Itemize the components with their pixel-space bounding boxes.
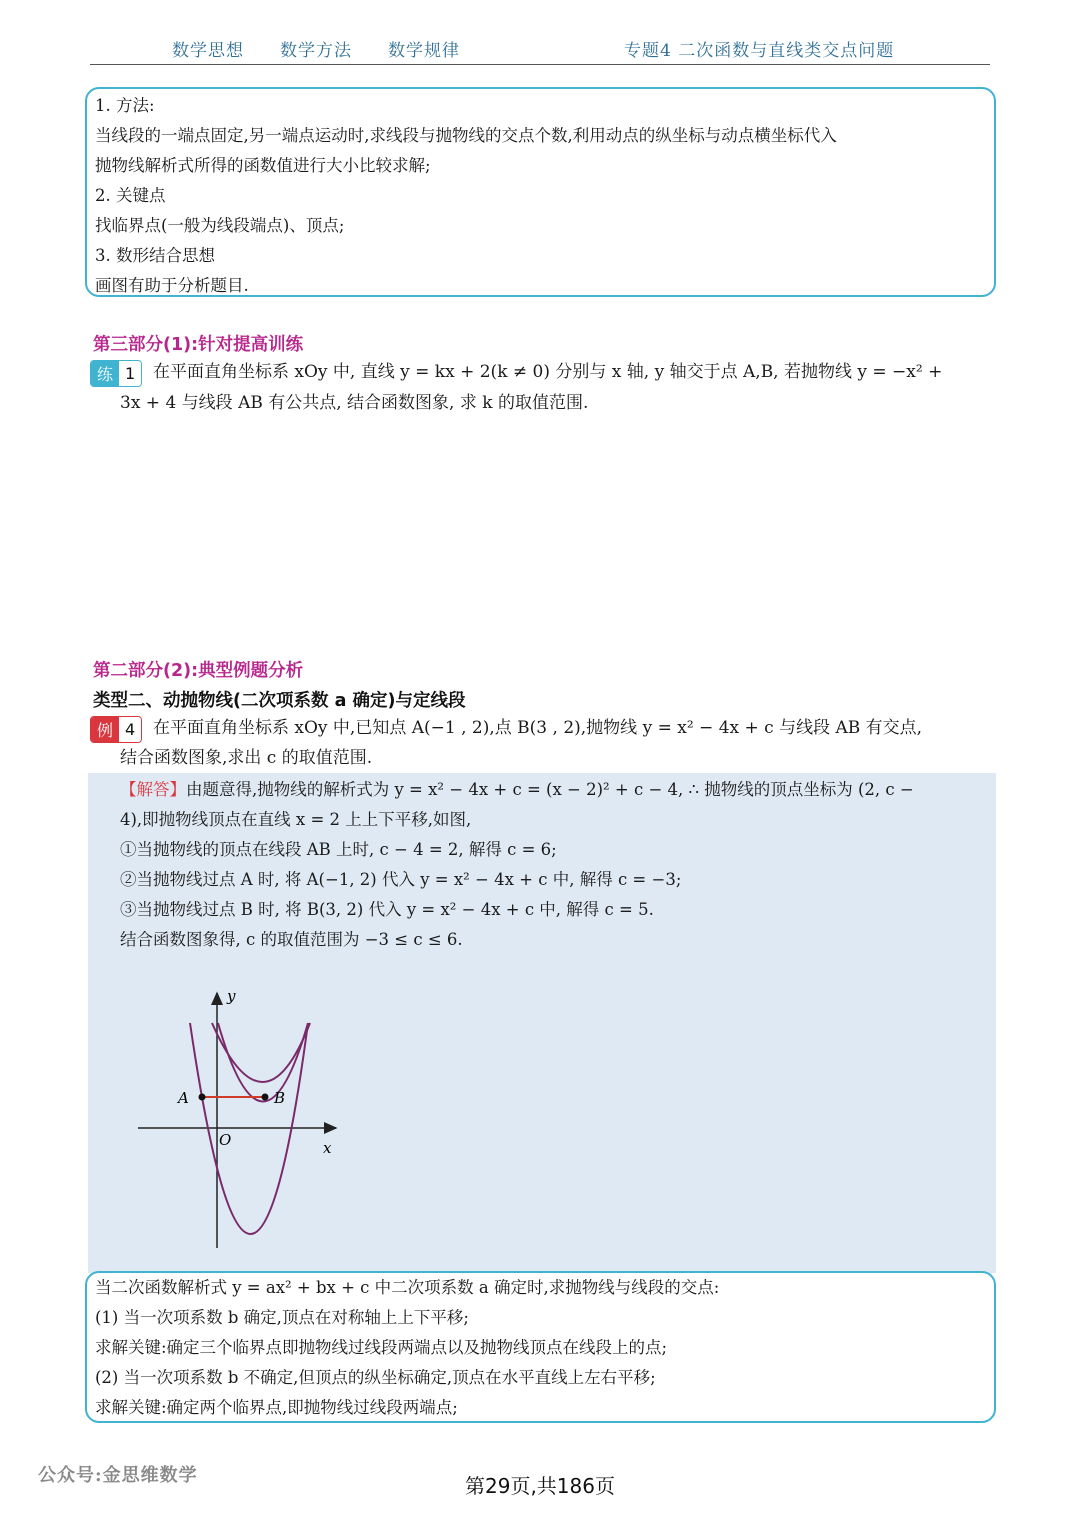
page-number: 第29页,共186页 — [465, 1474, 615, 1498]
header-topic: 专题4 二次函数与直线类交点问题 — [624, 41, 895, 61]
solution-line4: ②当抛物线过点 A 时, 将 A(−1, 2) 代入 y = x² − 4x + c 中, 解得 c = −3; — [120, 870, 682, 889]
parabola-mid — [218, 1023, 308, 1102]
solution-line2: 4),即抛物线顶点在直线 x = 2 上上下平移,如图, — [120, 810, 472, 829]
method-box — [85, 87, 996, 297]
method-line: 抛物线解析式所得的函数值进行大小比较求解; — [95, 156, 431, 175]
origin-label: O — [219, 1131, 232, 1149]
summary-line: (1) 当一次项系数 b 确定,顶点在对称轴上上下平移; — [95, 1308, 469, 1327]
example-text-line1: 在平面直角坐标系 xOy 中,已知点 A(−1 , 2),点 B(3 , 2),抛物线 y = x² − 4x + c 与线段 AB 有交点, — [153, 718, 923, 738]
method-line: 2. 关键点 — [95, 186, 166, 205]
type-title: 类型二、动抛物线(二次项系数 a 确定)与定线段 — [93, 691, 466, 711]
header-tag-rule: 数学规律 — [388, 41, 460, 61]
solution-line1: 【解答】由题意得,抛物线的解析式为 y = x² − 4x + c = (x − 2)² + c − 4, ∴ 抛物线的顶点坐标为 (2, c − — [120, 780, 914, 799]
summary-line: 当二次函数解析式 y = ax² + bx + c 中二次项系数 a 确定时,求抛物线与线段的交点: — [95, 1278, 720, 1297]
summary-line: 求解关键:确定三个临界点即抛物线过线段两端点以及抛物线顶点在线段上的点; — [95, 1338, 668, 1357]
footer-account: 公众号:金思维数学 — [38, 1465, 198, 1486]
y-axis-label: y — [227, 987, 236, 1005]
exercise-text-line2: 3x + 4 与线段 AB 有公共点, 结合函数图象, 求 k 的取值范围. — [120, 393, 589, 413]
method-line: 3. 数形结合思想 — [95, 246, 215, 265]
solution-line5: ③当抛物线过点 B 时, 将 B(3, 2) 代入 y = x² − 4x + c 中, 解得 c = 5. — [120, 900, 654, 919]
solution-block — [88, 773, 996, 1273]
section3-title: 第三部分(1):针对提高训练 — [93, 335, 304, 355]
point-a-label: A — [178, 1089, 189, 1107]
point-b-label: B — [274, 1089, 286, 1107]
method-line: 1. 方法: — [95, 96, 155, 115]
header-tag-method: 数学方法 — [280, 41, 352, 61]
example-number: 4 — [119, 717, 141, 742]
function-graph — [138, 983, 378, 1258]
example-label: 例 — [91, 717, 119, 742]
x-axis-label: x — [323, 1139, 332, 1157]
method-line: 当线段的一端点固定,另一端点运动时,求线段与抛物线的交点个数,利用动点的纵坐标与动点横坐标代入 — [95, 126, 837, 145]
method-line: 找临界点(一般为线段端点)、顶点; — [95, 216, 345, 235]
example-text-line2: 结合函数图象,求出 c 的取值范围. — [120, 748, 373, 768]
exercise-number: 1 — [119, 361, 141, 386]
exercise-tag — [90, 360, 142, 387]
solution-label: 【解答】 — [120, 780, 186, 799]
summary-line: 求解关键:确定两个临界点,即抛物线过线段两端点; — [95, 1398, 458, 1417]
example-tag — [90, 716, 142, 743]
header-tag-thought: 数学思想 — [172, 41, 244, 61]
point-b — [262, 1094, 269, 1101]
summary-line: (2) 当一次项系数 b 不确定,但顶点的纵坐标确定,顶点在水平直线上左右平移; — [95, 1368, 656, 1387]
exercise-text-line1: 在平面直角坐标系 xOy 中, 直线 y = kx + 2(k ≠ 0) 分别与 x 轴, y 轴交于点 A,B, 若抛物线 y = −x² + — [153, 362, 943, 382]
page-header — [90, 36, 990, 65]
point-a — [199, 1094, 206, 1101]
method-line: 画图有助于分析题目. — [95, 276, 249, 295]
solution-line3: ①当抛物线的顶点在线段 AB 上时, c − 4 = 2, 解得 c = 6; — [120, 840, 557, 859]
summary-box — [85, 1271, 996, 1423]
section2-title: 第二部分(2):典型例题分析 — [93, 661, 304, 681]
exercise-label: 练 — [91, 361, 119, 386]
solution-line6: 结合函数图象得, c 的取值范围为 −3 ≤ c ≤ 6. — [120, 930, 463, 949]
